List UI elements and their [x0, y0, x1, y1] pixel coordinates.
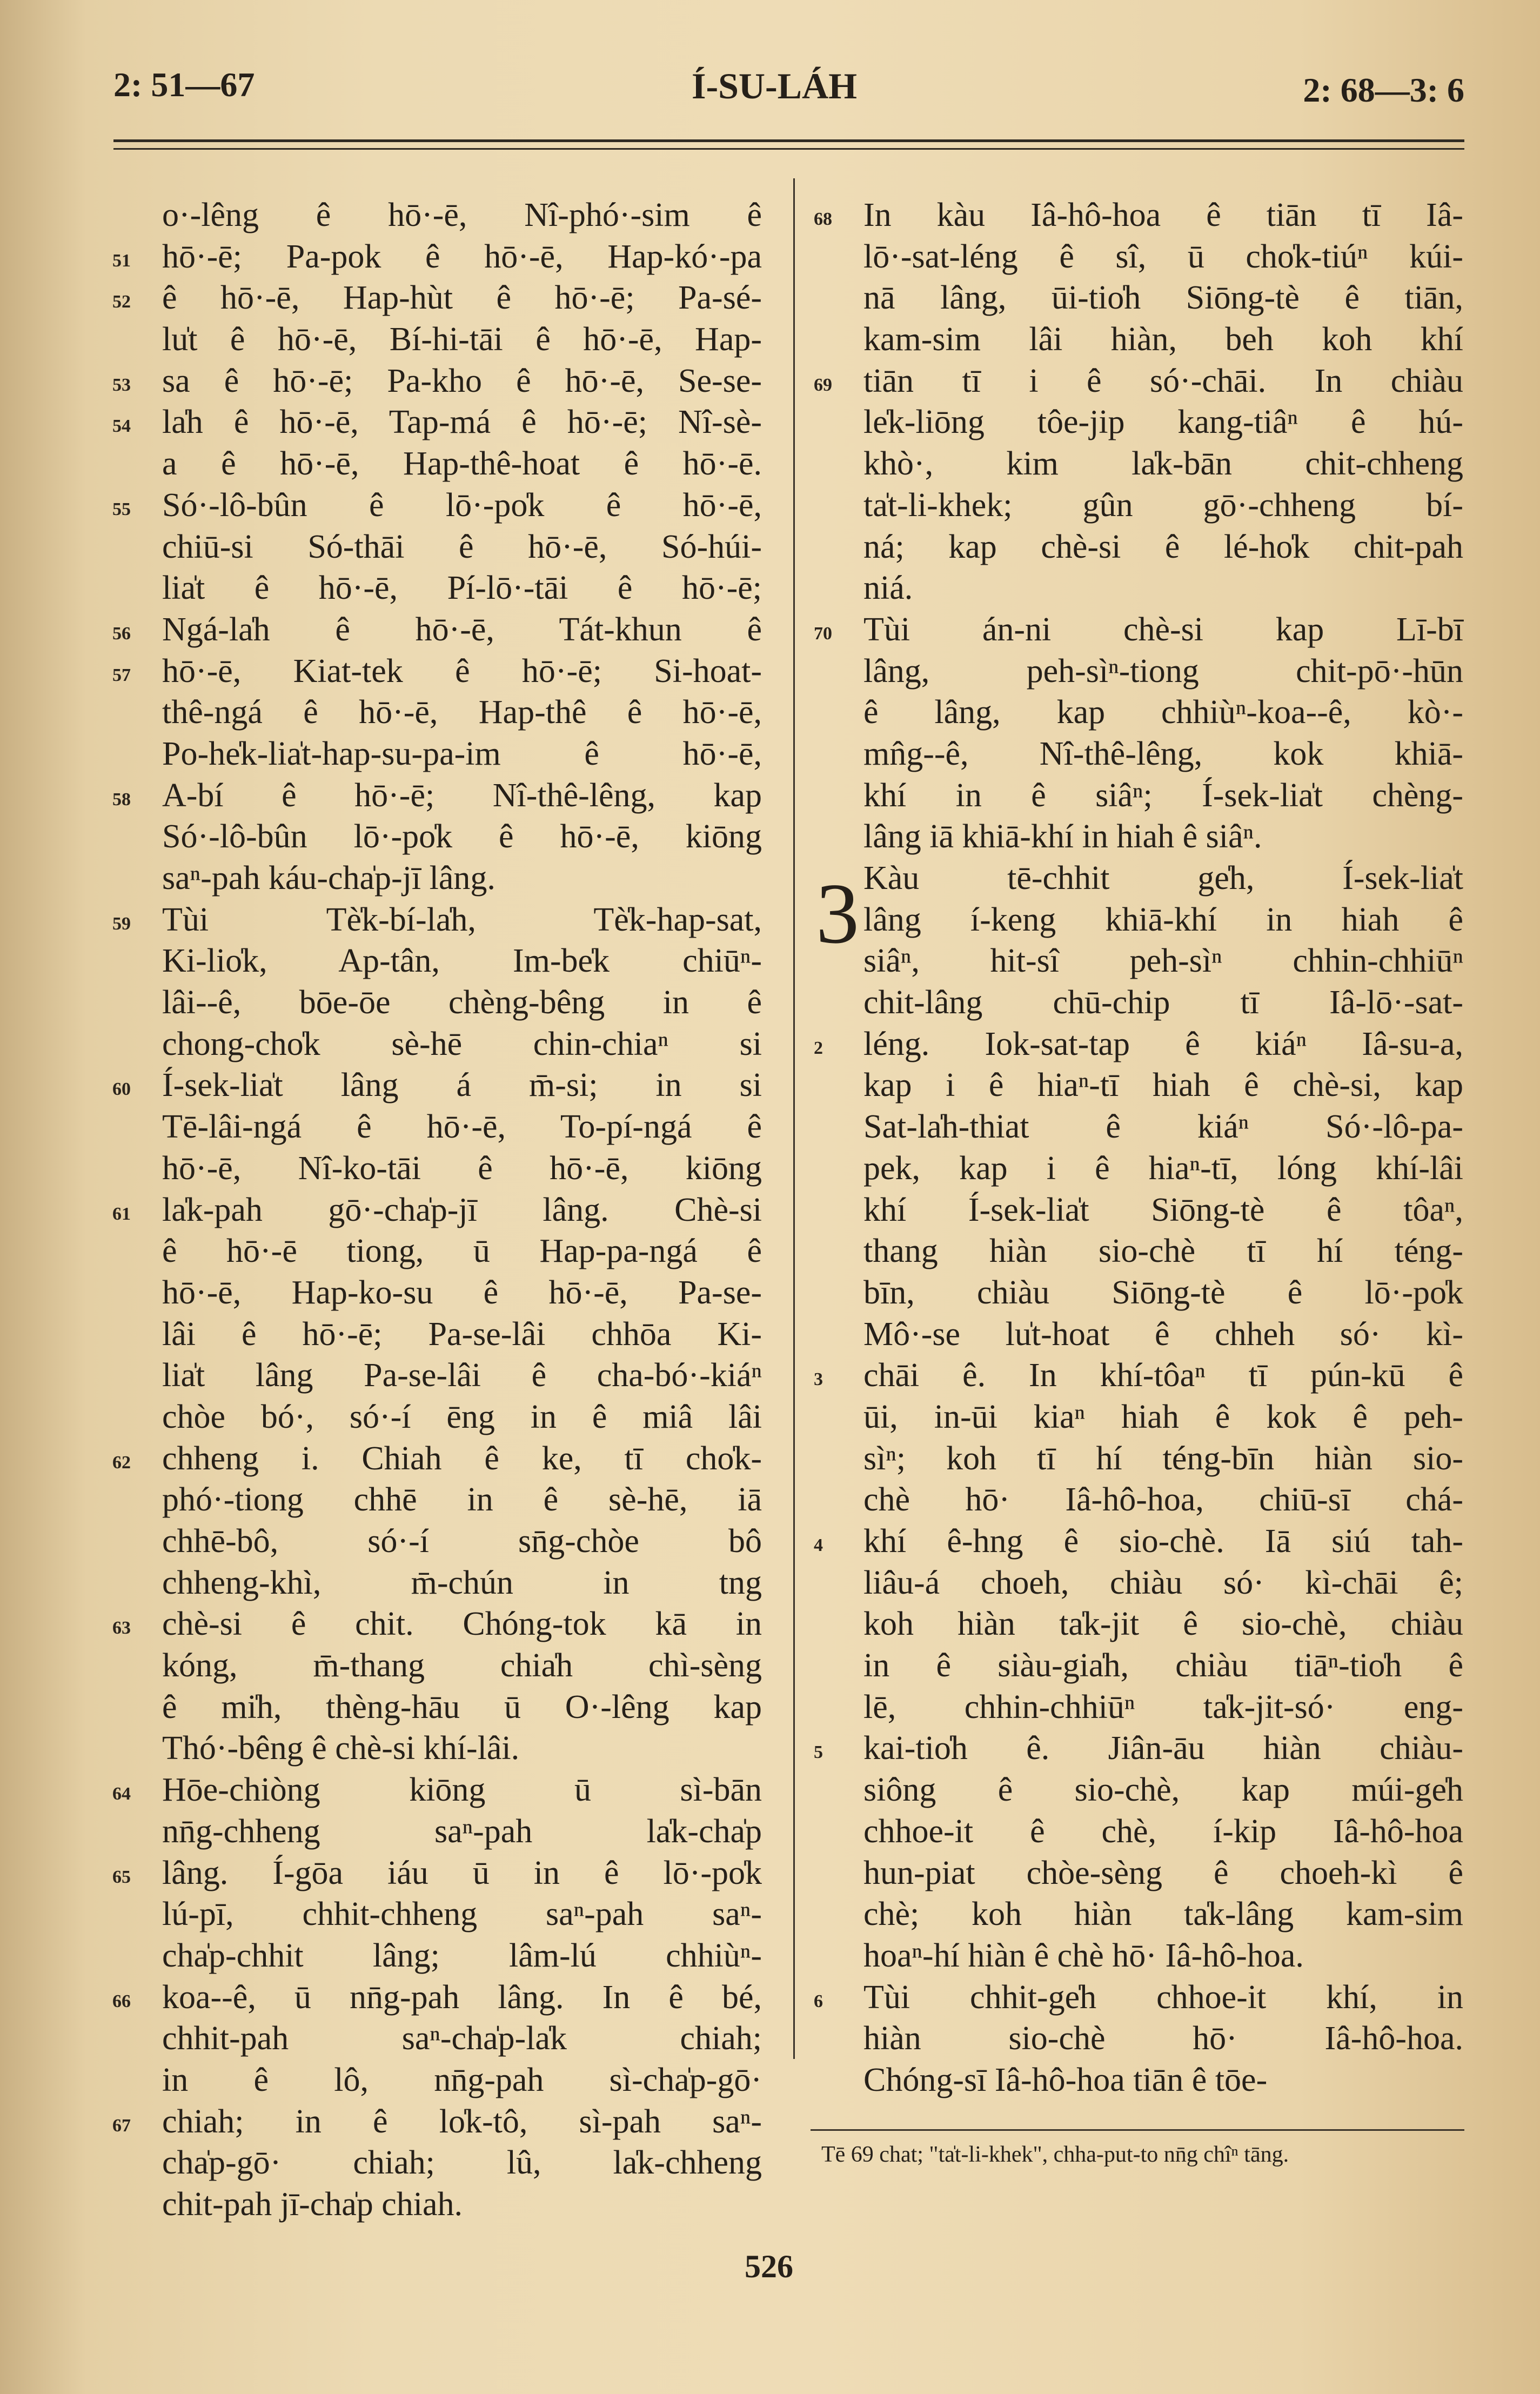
text-line	[162, 940, 762, 982]
text-line	[162, 1272, 762, 1314]
line-text: lō·-sat-léng ê sî, ū cho̍k-tiúⁿ kúi-	[863, 238, 1463, 275]
line-text: Po-he̍k-lia̍t-hap-su-pa-im ê hō·-ē,	[162, 735, 762, 772]
text-line	[162, 692, 762, 733]
line-text: hō·-ē, Kiat-tek ê hō·-ē; Si-hoat-	[162, 652, 762, 690]
text-line	[863, 651, 1463, 692]
verse-number: 62	[112, 1452, 131, 1473]
chapter-three-text	[814, 858, 1463, 2101]
text-line	[863, 1396, 1463, 1438]
text-line	[863, 1189, 1463, 1231]
text-line	[863, 1438, 1463, 1480]
text-line	[863, 816, 1463, 858]
line-text: lâng, peh-sìⁿ-tiong chit-pō·-hūn	[863, 652, 1463, 690]
line-text: chhoe-it ê chè, í-kip Iâ-hô-hoa	[863, 1813, 1463, 1850]
line-text: kai-tio̍h ê. Jiân-āu hiàn chiàu-	[863, 1730, 1463, 1767]
line-text: In kàu Iâ-hô-hoa ê tiān tī Iâ-	[863, 197, 1463, 233]
text-line	[814, 1355, 1463, 1396]
line-text: lē, chhin-chhiūⁿ ta̍k-jit-só· eng-	[863, 1688, 1463, 1726]
text-line	[162, 1811, 762, 1853]
line-text: lâng í-keng khiā-khí in hiah ê	[863, 901, 1463, 938]
running-header	[113, 54, 1464, 113]
text-line	[112, 1065, 762, 1106]
footnote: Tē 69 chat; "ta̍t-li-khek", chha-put-to nn̄g chîⁿ tāng.	[821, 2142, 1289, 2167]
text-line	[162, 526, 762, 568]
text-line	[162, 1687, 762, 1728]
text-line	[162, 2018, 762, 2059]
line-text: Tē-lâi-ngá ê hō·-ē, To-pí-ngá ê	[162, 1108, 762, 1146]
line-text: Ki-lio̍k, Ap-tân, Im-be̍k chiūⁿ-	[162, 942, 762, 980]
text-line	[863, 1272, 1463, 1314]
text-line	[162, 1894, 762, 1935]
line-text: koh hiàn ta̍k-jit ê sio-chè, chiàu	[863, 1606, 1463, 1643]
line-text: ê hō·-ē tiong, ū Hap-pa-ngá ê	[162, 1233, 762, 1270]
line-text: Sat-la̍h-thiat ê kiáⁿ Só·-lô-pa-	[863, 1108, 1463, 1146]
line-text: Ngá-la̍h ê hō·-ē, Tát-khun ê	[162, 611, 762, 648]
page-number: 526	[745, 2249, 793, 2284]
line-text: cha̍p-gō· chiah; lû, la̍k-chheng	[162, 2144, 762, 2182]
text-line	[162, 2059, 762, 2101]
line-text: in ê lô, nn̄g-pah sì-cha̍p-gō·	[162, 2061, 762, 2098]
verse-number: 56	[112, 623, 131, 644]
line-text: chit-pah jī-cha̍p chiah.	[162, 2186, 463, 2223]
text-line	[162, 1396, 762, 1438]
text-line	[162, 733, 762, 775]
right-text-column	[814, 195, 1463, 2098]
text-line	[863, 692, 1463, 733]
line-text: Hōe-chiòng kiōng ū sì-bān	[162, 1771, 762, 1809]
line-text: liâu-á choeh, chiàu só· kì-chāi ê;	[863, 1564, 1463, 1601]
verse-number: 59	[112, 913, 131, 934]
text-line	[112, 1438, 762, 1480]
text-line	[863, 1894, 1463, 1935]
verse-number: 61	[112, 1203, 131, 1224]
text-line	[162, 195, 762, 236]
line-text: khí Í-sek-lia̍t Siōng-tè ê tôaⁿ,	[863, 1191, 1463, 1228]
line-text: Tùi chhit-ge̍h chhoe-it khí, in	[863, 1978, 1463, 2016]
verse-number: 52	[112, 292, 131, 312]
text-line	[112, 360, 762, 402]
text-line	[863, 1106, 1463, 1148]
text-line	[814, 609, 1463, 651]
text-line	[162, 443, 762, 485]
text-line	[112, 1769, 762, 1811]
line-text: khí in ê siâⁿ; Í-sek-lia̍t chèng-	[863, 777, 1463, 814]
line-text: cha̍p-chhit lâng; lâm-lú chhiùⁿ-	[162, 1937, 762, 1974]
text-line	[162, 1024, 762, 1065]
verse-number: 58	[112, 789, 131, 810]
text-line	[863, 236, 1463, 278]
text-line	[112, 609, 762, 651]
line-text: nā lâng, ūi-tio̍h Siōng-tè ê tiān,	[863, 279, 1463, 317]
line-text: kap i ê hiaⁿ-tī hiah ê chè-si, kap	[863, 1067, 1463, 1104]
verse-number: 4	[814, 1535, 823, 1555]
text-line	[162, 1521, 762, 1562]
text-line	[112, 775, 762, 817]
line-text: ūi, in-ūi kiaⁿ hiah ê kok ê peh-	[863, 1398, 1463, 1435]
line-text: la̍k-pah gō·-cha̍p-jī lâng. Chè-si	[162, 1191, 762, 1228]
line-text: hō·-ē; Pa-pok ê hō·-ē, Hap-kó·-pa	[162, 238, 762, 275]
text-line	[863, 485, 1463, 526]
line-text: bīn, chiàu Siōng-tè ê lō·-po̍k	[863, 1274, 1463, 1311]
line-text: ê mi̍h, thèng-hāu ū O·-lêng kap	[162, 1688, 762, 1726]
text-line	[162, 1106, 762, 1148]
line-text: ê hō·-ē, Hap-hùt ê hō·-ē; Pa-sé-	[162, 279, 762, 317]
line-text: nn̄g-chheng saⁿ-pah la̍k-cha̍p	[162, 1813, 762, 1850]
line-text: chòe bó·, só·-í ēng in ê miâ lâi	[162, 1398, 762, 1435]
line-text: khí ê-hng ê sio-chè. Iā siú tah-	[863, 1523, 1463, 1560]
line-text: pek, kap i ê hiaⁿ-tī, lóng khí-lâi	[863, 1149, 1463, 1187]
line-text: ná; kap chè-si ê lé-ho̍k chit-pah	[863, 528, 1463, 565]
line-text: lú-pī, chhit-chheng saⁿ-pah saⁿ-	[162, 1896, 762, 1933]
text-line	[863, 1853, 1463, 1894]
line-text: lâi ê hō·-ē; Pa-se-lâi chhōa Ki-	[162, 1315, 762, 1353]
line-text: chiah; in ê lo̍k-tô, sì-pah saⁿ-	[162, 2103, 762, 2140]
text-line	[814, 195, 1463, 236]
line-text: kam-sim lâi hiàn, beh koh khí	[863, 321, 1463, 358]
verse-number: 67	[112, 2115, 131, 2136]
text-line	[863, 1479, 1463, 1521]
line-text: thê-ngá ê hō·-ē, Hap-thê ê hō·-ē,	[162, 694, 762, 731]
line-text: Mô·-se lu̍t-hoat ê chheh só· kì-	[863, 1315, 1463, 1353]
text-line	[162, 1479, 762, 1521]
text-line	[112, 1189, 762, 1231]
text-line	[162, 1355, 762, 1396]
line-text: chheng-khì, m̄-chún in tng	[162, 1564, 762, 1601]
verse-number: 53	[112, 375, 131, 395]
line-text: le̍k-liōng tôe-jip kang-tiâⁿ ê hú-	[863, 404, 1463, 441]
line-text: lu̍t ê hō·-ē, Bí-hi-tāi ê hō·-ē, Hap-	[162, 321, 762, 358]
text-line	[863, 526, 1463, 568]
verse-number: 57	[112, 665, 131, 685]
line-text: chè; koh hiàn ta̍k-lâng kam-sim	[863, 1896, 1463, 1933]
text-line	[162, 1645, 762, 1687]
text-line	[863, 567, 1463, 609]
verse-number: 6	[814, 1991, 823, 2011]
line-text: hiàn sio-chè hō· Iâ-hô-hoa.	[863, 2020, 1463, 2057]
line-text: kóng, m̄-thang chia̍h chì-sèng	[162, 1647, 762, 1684]
line-text: in ê siàu-gia̍h, chiàu tiāⁿ-tio̍h ê	[863, 1647, 1463, 1684]
text-line	[112, 277, 762, 319]
text-line	[863, 899, 1463, 941]
line-text: hō·-ē, Nî-ko-tāi ê hō·-ē, kiōng	[162, 1149, 762, 1187]
text-line	[863, 1231, 1463, 1272]
text-line	[863, 1769, 1463, 1811]
text-line	[162, 319, 762, 360]
text-line	[863, 1562, 1463, 1604]
verse-number: 70	[814, 623, 832, 644]
verse-number: 65	[112, 1867, 131, 1887]
line-text: lia̍t ê hō·-ē, Pí-lō·-tāi ê hō·-ē;	[162, 570, 762, 607]
text-line	[863, 1687, 1463, 1728]
line-text: lâng iā khiā-khí in hiah ê siâⁿ.	[863, 818, 1262, 855]
line-text: lâng. Í-gōa iáu ū in ê lō·-po̍k	[162, 1854, 762, 1891]
text-line	[112, 236, 762, 278]
verse-number: 51	[112, 250, 131, 271]
text-line	[112, 402, 762, 443]
verse-number: 69	[814, 375, 832, 395]
line-text: hō·-ē, Hap-ko-su ê hō·-ē, Pa-se-	[162, 1274, 762, 1311]
text-line	[162, 1314, 762, 1355]
text-line	[863, 775, 1463, 817]
line-text: Kàu tē-chhit ge̍h, Í-sek-lia̍t	[863, 860, 1463, 897]
text-line	[814, 1977, 1463, 2018]
header-book-title: Í-SU-LÁH	[692, 65, 858, 106]
line-text: chiū-si Só-thāi ê hō·-ē, Só-húi-	[162, 528, 762, 565]
verse-number: 3	[814, 1369, 823, 1390]
text-line	[162, 1148, 762, 1189]
line-text: Thó·-bêng ê chè-si khí-lâi.	[162, 1730, 520, 1767]
text-line	[162, 1728, 762, 1769]
verse-number: 54	[112, 416, 131, 437]
verse-number: 5	[814, 1742, 823, 1763]
text-line	[162, 2184, 762, 2225]
line-text: A-bí ê hō·-ē; Nî-thê-lêng, kap	[162, 777, 762, 814]
verse-number: 63	[112, 1618, 131, 1639]
text-line	[112, 485, 762, 526]
line-text: chè hō· Iâ-hô-hoa, chiū-sī chá-	[863, 1481, 1463, 1519]
line-text: chāi ê. In khí-tôaⁿ tī pún-kū ê	[863, 1357, 1463, 1394]
line-text: ê lâng, kap chhiùⁿ-koa--ê, kò·-	[863, 694, 1463, 731]
line-text: Só·-lô-bûn lō·-po̍k ê hō·-ē, kiōng	[162, 818, 762, 855]
text-line	[162, 1935, 762, 1977]
verse-number: 66	[112, 1991, 131, 2011]
text-line	[863, 443, 1463, 485]
line-text: saⁿ-pah káu-cha̍p-jī lâng.	[162, 860, 496, 897]
verse-number: 55	[112, 499, 131, 519]
line-text: koa--ê, ū nn̄g-pah lâng. In ê bé,	[162, 1978, 762, 2016]
text-line	[863, 1603, 1463, 1645]
text-line	[814, 1024, 1463, 1065]
text-line	[814, 1728, 1463, 1769]
line-text: sìⁿ; koh tī hí téng-bīn hiàn sio-	[863, 1440, 1463, 1477]
line-text: Tùi án-ni chè-si kap Lī-bī	[863, 611, 1463, 648]
text-line	[863, 733, 1463, 775]
text-line	[162, 1562, 762, 1604]
header-rule-thick	[113, 139, 1464, 142]
text-line	[863, 1935, 1463, 1977]
text-line	[112, 1603, 762, 1645]
text-line	[863, 982, 1463, 1024]
line-text: chhit-pah saⁿ-cha̍p-la̍k chiah;	[162, 2020, 762, 2057]
verse-number: 64	[112, 1784, 131, 1804]
line-text: chong-cho̍k sè-hē chin-chiaⁿ si	[162, 1025, 762, 1062]
line-text: lia̍t lâng Pa-se-lâi ê cha-bó·-kiáⁿ	[162, 1357, 762, 1394]
line-text: sa ê hō·-ē; Pa-kho ê hō·-ē, Se-se-	[162, 362, 762, 399]
line-text: khò·, kim la̍k-bān chit-chheng	[863, 445, 1463, 483]
text-line	[863, 2018, 1463, 2059]
header-right-reference: 2: 68—3: 6	[1303, 71, 1464, 109]
line-text: ta̍t-li-khek; gûn gō·-chheng bí-	[863, 486, 1463, 524]
line-text: niá.	[863, 570, 913, 607]
text-line	[112, 651, 762, 692]
line-text: phó·-tiong chhē in ê sè-hē, iā	[162, 1481, 762, 1519]
text-line	[814, 360, 1463, 402]
line-text: chhē-bô, só·-í sn̄g-chòe bô	[162, 1523, 762, 1560]
line-text: mn̂g--ê, Nî-thê-lêng, kok khiā-	[863, 735, 1463, 772]
line-text: thang hiàn sio-chè tī hí téng-	[863, 1233, 1463, 1270]
text-line	[863, 2059, 1463, 2101]
text-line	[863, 858, 1463, 899]
text-line	[112, 1853, 762, 1894]
line-text: lâi--ê, bōe-ōe chèng-bêng in ê	[162, 984, 762, 1021]
text-line	[863, 1065, 1463, 1106]
line-text: hun-piat chòe-sèng ê choeh-kì ê	[863, 1854, 1463, 1891]
text-line	[863, 1811, 1463, 1853]
line-text: Tùi Tè̍k-bí-la̍h, Tè̍k-hap-sat,	[162, 901, 762, 938]
text-line	[863, 1645, 1463, 1687]
text-line	[863, 1314, 1463, 1355]
line-text: hoaⁿ-hí hiàn ê chè hō· Iâ-hô-hoa.	[863, 1937, 1304, 1974]
text-line	[863, 277, 1463, 319]
text-line	[863, 1148, 1463, 1189]
footnote-rule	[811, 2129, 1464, 2131]
line-text: léng. Iok-sat-tap ê kiáⁿ Iâ-su-a,	[863, 1025, 1463, 1062]
verse-number: 68	[814, 209, 832, 229]
header-rule-thin	[113, 148, 1464, 150]
text-line	[863, 940, 1463, 982]
text-line	[162, 982, 762, 1024]
left-text-column	[112, 195, 762, 2223]
text-line	[162, 858, 762, 899]
text-line	[112, 899, 762, 941]
text-line	[162, 816, 762, 858]
header-left-reference: 2: 51—67	[113, 65, 255, 104]
column-divider	[793, 178, 795, 2059]
line-text: la̍h ê hō·-ē, Tap-má ê hō·-ē; Nî-sè-	[162, 404, 762, 441]
line-text: Í-sek-lia̍t lâng á m̄-si; in si	[162, 1067, 762, 1104]
text-line	[112, 1977, 762, 2018]
text-line	[814, 1521, 1463, 1562]
text-line	[162, 567, 762, 609]
verse-number: 60	[112, 1079, 131, 1100]
line-text: chit-lâng chū-chip tī Iâ-lō·-sat-	[863, 984, 1463, 1021]
line-text: Chóng-sī Iâ-hô-hoa tiān ê tōe-	[863, 2061, 1268, 2098]
line-text: o·-lêng ê hō·-ē, Nî-phó·-sim ê	[162, 197, 762, 233]
line-text: chè-si ê chit. Chóng-tok kā in	[162, 1606, 762, 1643]
text-line	[162, 2142, 762, 2184]
text-line	[112, 2101, 762, 2143]
chapter-number: 3	[816, 865, 859, 961]
verse-number: 2	[814, 1038, 823, 1058]
text-line	[863, 319, 1463, 360]
line-text: Só·-lô-bûn ê lō·-po̍k ê hō·-ē,	[162, 486, 762, 524]
line-text: chheng i. Chiah ê ke, tī cho̍k-	[162, 1440, 762, 1477]
line-text: siông ê sio-chè, kap múi-ge̍h	[863, 1771, 1463, 1809]
line-text: tiān tī i ê só·-chāi. In chiàu	[863, 362, 1463, 399]
text-line	[863, 402, 1463, 443]
text-line	[162, 1231, 762, 1272]
line-text: a ê hō·-ē, Hap-thê-hoat ê hō·-ē.	[162, 445, 762, 483]
line-text: siâⁿ, hit-sî peh-sìⁿ chhin-chhiūⁿ	[863, 942, 1463, 980]
